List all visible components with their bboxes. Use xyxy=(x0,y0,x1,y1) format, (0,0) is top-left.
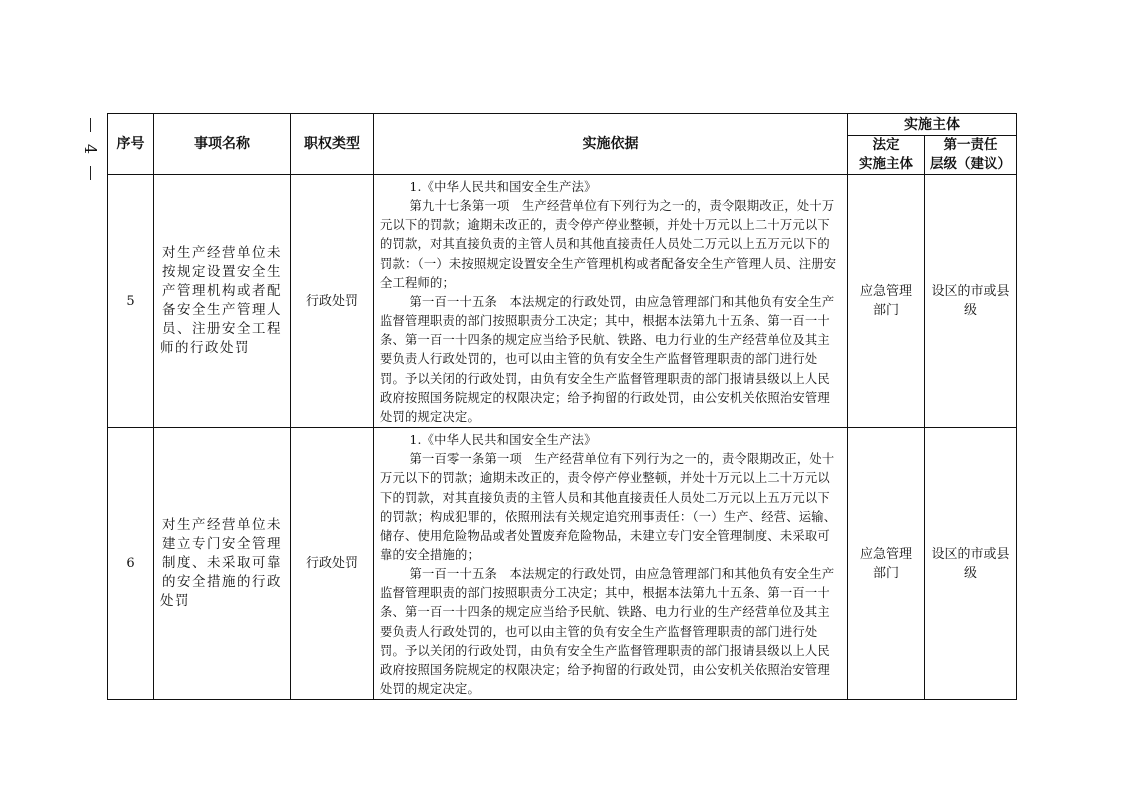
header-legal-subject-line2: 实施主体 xyxy=(859,156,913,172)
header-item-name: 事项名称 xyxy=(154,114,291,175)
header-basis: 实施依据 xyxy=(374,114,848,175)
header-legal-subject-line1: 法定 xyxy=(872,137,900,153)
row-basis xyxy=(374,175,848,428)
header-first-level-line1: 第一责任 xyxy=(943,137,998,153)
row-legal-subject: 应急管理部门 xyxy=(848,175,925,428)
row-power-type: 行政处罚 xyxy=(291,428,374,700)
table-row xyxy=(108,428,1017,700)
header-legal-subject xyxy=(848,136,925,175)
row-first-level: 设区的市或县级 xyxy=(925,428,1017,700)
page-number-marker xyxy=(80,118,100,198)
header-subject: 实施主体 xyxy=(848,114,1017,136)
page-number: 4 xyxy=(81,143,100,155)
basis-law-title: 1.《中华人民共和国安全生产法》 xyxy=(409,433,597,448)
page-number-dash-top xyxy=(90,118,91,132)
header-first-level-line2: 层级（建议） xyxy=(930,156,1011,172)
header-first-level xyxy=(925,136,1017,175)
table-row xyxy=(108,175,1017,428)
basis-article: 第一百一十五条 本法规定的行政处罚，由应急管理部门和其他负有安全生产监督管理职责的部门按照职责分工决定；其中，根据本法第九十五条、第一百一十条、第一百一十四条的规定应当给予民航、铁路、电力行业的生产经营单位及其主要负责人行政处罚的，也可以由主管的负有安全生产监督管理职责的部门进行处罚。予以关闭的行政处罚，由负有安全生产监督管理职责的部门报请县级以上人民政府按照国务院规定的权限决定；给予拘留的行政处罚，由公安机关依照治安管理处罚的规定决定。 xyxy=(380,567,835,697)
row-basis xyxy=(374,428,848,700)
header-seq: 序号 xyxy=(108,114,154,175)
row-power-type: 行政处罚 xyxy=(291,175,374,428)
page-number-dash-bottom xyxy=(90,166,91,180)
row-seq: 5 xyxy=(108,175,154,428)
row-item-name: 对生产经营单位未建立专门安全管理制度、未采取可靠的安全措施的行政处罚 xyxy=(154,428,291,700)
row-item-name: 对生产经营单位未按规定设置安全生产管理机构或者配备安全生产管理人员、注册安全工程师的行政处罚 xyxy=(154,175,291,428)
row-first-level: 设区的市或县级 xyxy=(925,175,1017,428)
row-legal-subject: 应急管理部门 xyxy=(848,428,925,700)
authority-table xyxy=(107,113,1017,700)
header-power-type: 职权类型 xyxy=(291,114,374,175)
basis-article: 第一百一十五条 本法规定的行政处罚，由应急管理部门和其他负有安全生产监督管理职责的部门按照职责分工决定；其中，根据本法第九十五条、第一百一十条、第一百一十四条的规定应当给予民航、铁路、电力行业的生产经营单位及其主要负责人行政处罚的，也可以由主管的负有安全生产监督管理职责的部门进行处罚。予以关闭的行政处罚，由负有安全生产监督管理职责的部门报请县级以上人民政府按照国务院规定的权限决定；给予拘留的行政处罚，由公安机关依照治安管理处罚的规定决定。 xyxy=(380,294,835,424)
basis-law-title: 1.《中华人民共和国安全生产法》 xyxy=(409,180,597,194)
row-seq: 6 xyxy=(108,428,154,700)
basis-article: 第一百零一条第一项 生产经营单位有下列行为之一的，责令限期改正，处十万元以下的罚款；逾期未改正的，责令停产停业整顿，并处十万元以上二十万元以下的罚款，对其直接负责的主管人员和其他直接责任人员处二万元以上五万元以下的罚款；构成犯罪的，依照刑法有关规定追究刑事责任：（一）生产、经营、运输、储存、使用危险物品或者处置废弃危险物品，未建立专门安全管理制度、未采取可靠的安全措施的； xyxy=(380,452,837,562)
basis-article: 第九十七条第一项 生产经营单位有下列行为之一的，责令限期改正，处十万元以下的罚款；逾期未改正的，责令停产停业整顿，并处十万元以上二十万元以下的罚款，对其直接负责的主管人员和其他直接责任人员处二万元以上五万元以下的罚款：（一）未按照规定设置安全生产管理机构或者配备安全生产管理人员、注册安全工程师的； xyxy=(380,199,837,290)
